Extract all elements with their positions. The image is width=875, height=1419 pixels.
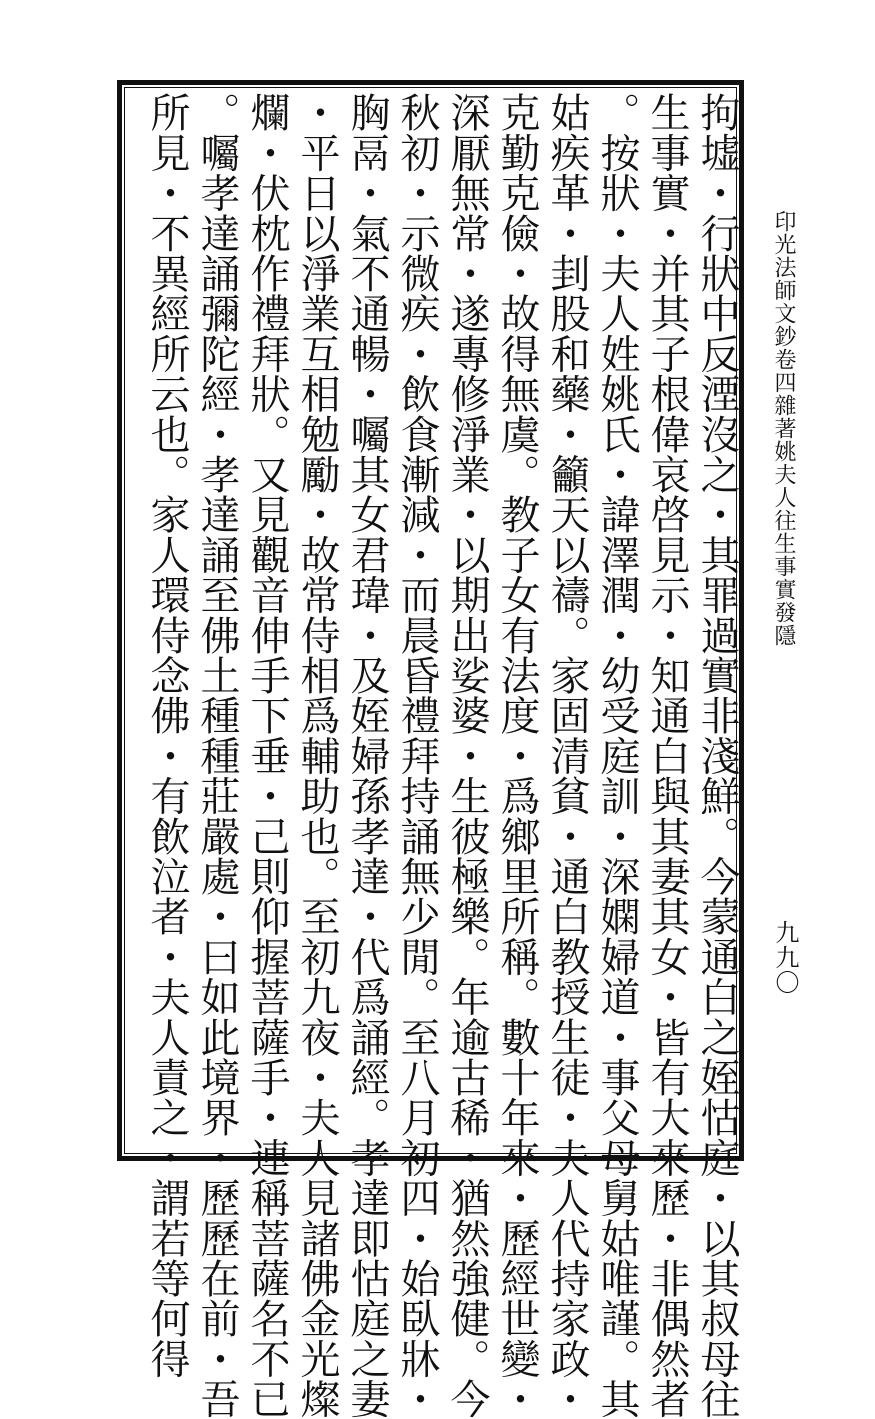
book-title: 印光法師文鈔卷四 [771,210,796,394]
text-column-11: 。囑孝達誦彌陀經・孝達誦至佛土種種莊嚴處・曰如此境界・歷歷在前・吾 [194,92,240,1419]
text-column-12: 所見・不異經所云也。家人環侍念佛・有飲泣者・夫人責之・謂若等何得 [144,92,190,1379]
text-column-6: 深厭無常・遂專修淨業・以期出娑婆・生彼極樂。年逾古稀・猶然強健。今 [444,92,490,1419]
section-label: 雜著 [771,394,796,440]
text-column-4: 姑疾革・刲股和藥・籲天以禱。家固清貧・通白教授生徒・夫人代持家政・ [544,92,590,1419]
page-number: 九九〇 [771,920,799,995]
text-column-1: 拘墟・行狀中反湮沒之・其罪過實非淺鮮。今蒙通白之姪怙庭・以其叔母往 [694,92,740,1419]
body-text [132,92,742,1419]
running-header [768,210,799,647]
text-column-8: 胸鬲・氣不通暢・囑其女君瑋・及姪婦孫孝達・代爲誦經。孝達即怙庭之妻 [344,92,390,1419]
text-column-9: ・平日以淨業互相勉勵・故常侍相爲輔助也。至初九夜・夫人見諸佛金光燦 [294,92,340,1419]
text-column-2: 生事實・并其子根偉哀啓見示・知通白與其妻其女・皆有大來歷・非偶然者 [644,92,690,1419]
text-column-3: 。按狀・夫人姓姚氏・諱澤潤・幼受庭訓・深嫻婦道・事父母舅姑唯謹。其 [594,92,640,1419]
text-column-7: 秋初・示微疾・飲食漸減・而晨昏禮拜持誦無少閒。至八月初四・始臥牀・ [394,92,440,1419]
text-column-5: 克勤克儉・故得無虞。教子女有法度・爲鄉里所稱。數十年來・歷經世變・ [494,92,540,1419]
text-column-10: 爛・伏枕作禮拜狀。又見觀音伸手下垂・己則仰握菩薩手・連稱菩薩名不已 [244,92,290,1419]
article-title: 姚夫人往生事實發隱 [771,440,796,647]
